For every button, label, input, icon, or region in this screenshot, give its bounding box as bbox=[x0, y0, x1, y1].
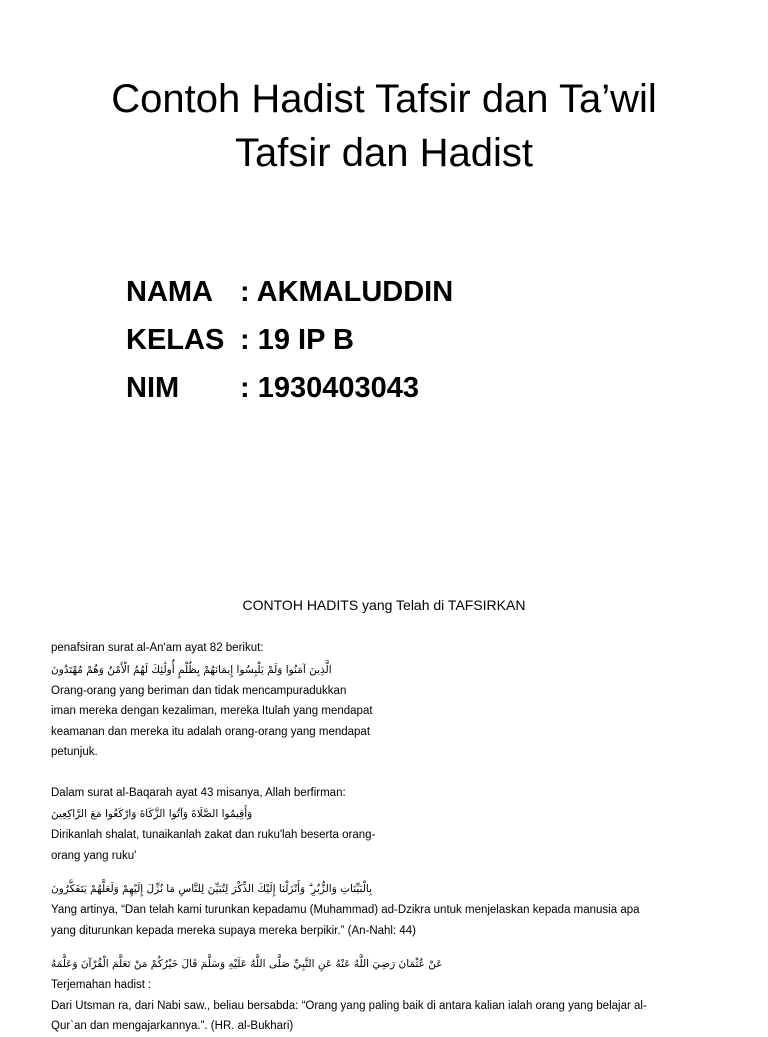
info-value: : 19 IP B bbox=[240, 324, 354, 356]
block3-translation-line: Yang artinya, “Dan telah kami turunkan kepadamu (Muhammad) ad-Dzikra untuk menjelaskan kepada manusia apa bbox=[51, 904, 640, 916]
info-value: : 1930403043 bbox=[240, 372, 419, 404]
block1-translation-line: iman mereka dengan kezaliman, mereka Itulah yang mendapat bbox=[51, 705, 373, 717]
block2-translation-line: Dirikanlah shalat, tunaikanlah zakat dan ruku'lah beserta orang- bbox=[51, 829, 376, 841]
info-value: : AKMALUDDIN bbox=[240, 276, 454, 308]
block3-translation-line: yang diturunkan kepada mereka supaya mereka berpikir.” (An-Nahl: 44) bbox=[51, 924, 416, 937]
block4-arabic-hadith: عَنْ عُثْمَانَ رَضِيَ اللَّهُ عَنْهُ عَنِ النَّبِيِّ صَلَّى اللَّهُ عَلَيْهِ وَسَلَّمَ قَالَ خَيْرُكُمْ مَنْ تَعَلَّمَ الْقُرْآنَ وَعَلَّمَهُ bbox=[51, 958, 443, 970]
info-row-nim bbox=[126, 364, 453, 412]
info-label: KELAS bbox=[126, 324, 225, 356]
info-label: NAMA bbox=[126, 276, 213, 308]
block4-translation-line: Qur`an dan mengajarkannya.”. (HR. al-Bukhari) bbox=[51, 1020, 294, 1032]
page-title bbox=[0, 72, 768, 180]
student-info bbox=[126, 268, 453, 412]
block3-arabic-verse: بِالْبَيِّنَاتِ وَالزُّبُرِ ۗ وَأَنْزَلْنَا إِلَيْكَ الذِّكْرَ لِتُبَيِّنَ لِلنَّاسِ مَا نُزِّلَ إِلَيْهِمْ وَلَعَلَّهُمْ يَتَفَكَّرُونَ bbox=[51, 883, 373, 895]
block4-translation-line: Dari Utsman ra, dari Nabi saw., beliau bersabda: “Orang yang paling baik di antara kalian ialah orang yang belajar al- bbox=[51, 999, 647, 1012]
info-row-kelas bbox=[126, 316, 453, 364]
info-row-nama bbox=[126, 268, 453, 316]
block1-translation-line: keamanan dan mereka itu adalah orang-orang yang mendapat bbox=[51, 725, 371, 738]
title-line-1: Contoh Hadist Tafsir dan Ta’wil bbox=[111, 77, 657, 121]
block2-intro: Dalam surat al-Baqarah ayat 43 misanya, Allah berfirman: bbox=[51, 786, 346, 799]
block1-translation-line: Orang-orang yang beriman dan tidak mencampuradukkan bbox=[51, 684, 347, 697]
block4-heading: Terjemahan hadist : bbox=[51, 979, 152, 991]
block2-translation-line: orang yang ruku' bbox=[51, 849, 137, 862]
info-label: NIM bbox=[126, 372, 180, 404]
title-line-2: Tafsir dan Hadist bbox=[235, 131, 533, 175]
section-title: CONTOH HADITS yang Telah di TAFSIRKAN bbox=[242, 597, 526, 613]
block1-translation-line: petunjuk. bbox=[51, 746, 98, 758]
block1-intro: penafsiran surat al-An'am ayat 82 berikut: bbox=[51, 642, 264, 654]
hadith-examples bbox=[51, 638, 721, 1037]
block2-arabic-verse: وَأَقِيمُوا الصَّلَاةَ وَآتُوا الزَّكَاةَ وَارْكَعُوا مَعَ الرَّاكِعِينَ bbox=[51, 808, 253, 820]
block1-arabic-verse: الَّذِينَ آمَنُوا وَلَمْ يَلْبِسُوا إِيمَانَهُمْ بِظُلْمٍ أُولَٰئِكَ لَهُمُ الْأَمْنُ وَهُمْ مُهْتَدُونَ bbox=[51, 663, 332, 676]
